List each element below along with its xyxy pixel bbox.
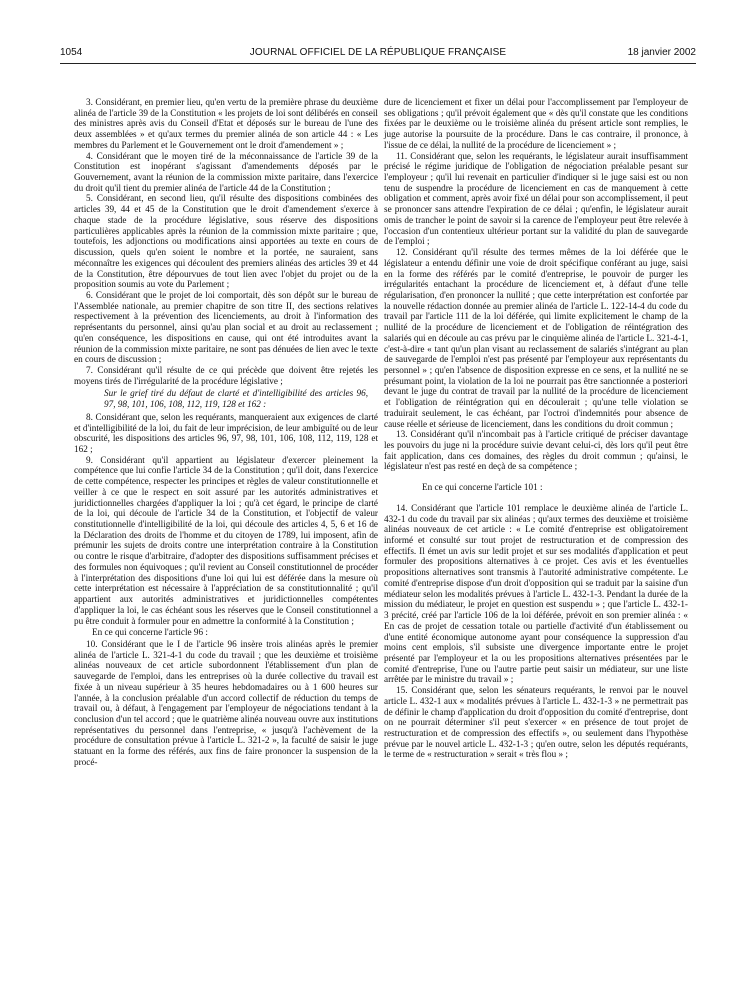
- paragraph: 5. Considérant, en second lieu, qu'il résulte des dispositions combinées des articles 39, 44 et 45 de la Constitution que le droit d'amendement s'exerce à chaque stade de la procédure législative, sous réserve des dispositions particulières applicables après la réunion de la commission mixte paritaire ; que, toutefois, les adjonctions ou modifications ainsi apportées au texte en cours de discussion, quels qu'en soient le nombre et la portée, ne sauraient, sans méconnaître les exigences qui découlent des premiers alinéas des articles 39 et 44 de la Constitution, être dépourvues de tout lien avec l'objet du projet ou de la proposition soumis au vote du Parlement ;: [74, 193, 378, 290]
- paragraph: 15. Considérant que, selon les sénateurs requérants, le renvoi par le nouvel article L. 432-1 aux « modalités prévues à l'article L. 432-1-3 » ne permettrait pas de définir le champ d'application du droit d'opposition du comité d'entreprise, dont on ne pourrait déterminer s'il peut s'exercer « en présence de tout projet de restructuration et de compression des effectifs », ou seulement dans l'hypothèse prévue par le nouvel article L. 432-1-3 ; qu'en outre, selon les députés requérants, le terme de « restructuration » serait « très flou » ;: [384, 685, 688, 760]
- paragraph: 14. Considérant que l'article 101 remplace le deuxième alinéa de l'article L. 432-1 du code du travail par six alinéas ; qu'aux termes des deuxième et troisième alinéas nouveaux de cet article : « Le comité d'entreprise est obligatoirement informé et consulté sur tout projet de restructuration et de compression des effectifs. Il émet un avis sur ledit projet et sur ses modalités d'application et peut formuler des propositions alternatives à ce projet. Ces avis et les éventuelles propositions alternatives sont transmis à l'autorité administrative compétente. Le comité d'entreprise dispose d'un droit d'opposition qui se traduit par la saisine d'un médiateur selon les modalités prévues à l'article L. 432-1-3. Pendant la durée de la mission du médiateur, le projet en question est suspendu » ; que l'article L. 432-1-3 précité, créé par l'article 106 de la loi déférée, prévoit en son premier alinéa : « En cas de projet de cessation totale ou partielle d'activité d'un établissement ou d'une entité économique autonome ayant pour conséquence la suppression d'au moins cent emplois, s'il subsiste une divergence importante entre le projet présenté par l'employeur et la ou les propositions alternatives présentées par le comité d'entreprise, l'une ou l'autre partie peut saisir un médiateur, sur une liste arrêtée par le ministre du travail » ;: [384, 502, 688, 685]
- paragraph: 10. Considérant que le I de l'article 96 insère trois alinéas après le premier alinéa de l'article L. 321-4-1 du code du travail ; que les deuxième et troisième alinéas nouveaux de cet article subordonnent l'établissement d'un plan de sauvegarde de l'emploi, dans les entreprises où la durée collective du travail est fixée à un niveau supérieur à 35 heures hebdomadaires ou à 1 600 heures sur l'année, à la conclusion préalable d'un accord collectif de réduction du temps de travail ou, à défaut, à l'engagement par l'employeur de négociations tendant à la conclusion d'un tel accord ; que le quatrième alinéa nouveau ouvre aux institutions représentatives du personnel dans l'entreprise, « jusqu'à l'achèvement de la procédure de consultation prévue à l'article L. 321-2 », la faculté de saisir le juge statuant en la forme des référés, aux fins de faire prononcer la suspension de la procé-: [74, 638, 378, 767]
- paragraph: 7. Considérant qu'il résulte de ce qui précède que doivent être rejetés les moyens tirés de l'irrégularité de la procédure législative ;: [74, 364, 378, 386]
- journal-title: JOURNAL OFFICIEL DE LA RÉPUBLIQUE FRANÇAISE: [249, 47, 507, 58]
- left-column: [74, 97, 378, 768]
- paragraph: 12. Considérant qu'il résulte des termes mêmes de la loi déférée que le législateur a entendu définir une voie de droit spécifique conférant au juge, saisi en la forme des référés par le comité d'entreprise, le pouvoir de purger les irrégularités entachant la procédure de licenciement et, à défaut d'une telle régularisation, d'en prononcer la nullité ; que cette interprétation est confortée par la nouvelle rédaction donnée au premier alinéa de l'article L. 122-14-4 du code du travail par l'article 111 de la loi déférée, qui limite explicitement le champ de la nullité de la procédure de licenciement et de l'obligation de réintégration des salariés qui en découle au cas prévu par le cinquième alinéa de l'article L. 321-4-1, c'est-à-dire « tant qu'un plan visant au reclassement de salariés s'intégrant au plan de sauvegarde de l'emploi n'est pas présenté par l'employeur aux représentants du personnel » ; qu'en l'absence de disposition expresse en ce sens, et la nullité ne se présumant point, la violation de la loi ne pourrait pas être sanctionnée a posteriori devant le juge du contrat de travail par la nullité de la procédure de licenciement et l'obligation de réintégration qui en découlerait ; qu'une telle violation se traduirait seulement, le cas échéant, par l'octroi d'indemnités pour absence de cause réelle et sérieuse de licenciement, dans les conditions du droit commun ;: [384, 247, 688, 429]
- paragraph: 6. Considérant que le projet de loi comportait, dès son dépôt sur le bureau de l'Assemblée nationale, au premier chapitre de son titre II, des sections relatives respectivement à la prévention des licenciements, au droit à l'information des représentants du personnel, ainsi qu'au plan social et au droit au reclassement ; qu'en conséquence, les dispositions en cause, qui ont été introduites avant la réunion de la commission mixte paritaire, ne sont pas dénuées de lien avec le texte en cours de discussion ;: [74, 289, 378, 365]
- header-rule: [60, 63, 696, 64]
- paragraph: 9. Considérant qu'il appartient au législateur d'exercer pleinement la compétence que lui confie l'article 34 de la Constitution ; qu'il doit, dans l'exercice de cette compétence, respecter les principes et règles de valeur constitutionnelle et veiller à ce que le respect en soit assuré par les autorités administratives et juridictionnelles chargées d'appliquer la loi ; qu'à cet égard, le principe de clarté de la loi, qui découle de l'article 34 de la Constitution, et l'objectif de valeur constitutionnelle d'intelligibilité de la loi, qui découle des articles 4, 5, 6 et 16 de la Déclaration des droits de l'homme et du citoyen de 1789, lui imposent, afin de prémunir les sujets de droits contre une interprétation contraire à la Constitution ou contre le risque d'arbitraire, d'adopter des dispositions suffisamment précises et des formules non équivoques ; qu'il revient au Conseil constitutionnel de procéder à l'interprétation des dispositions d'une loi qui lui est déférée dans la mesure où cette interprétation est nécessaire à l'appréciation de sa constitutionnalité ; qu'il appartient aux autorités administratives et juridictionnelles compétentes d'appliquer la loi, le cas échéant sous les réserves que le Conseil constitutionnel a pu être conduit à formuler pour en admettre la conformité à la Constitution ;: [74, 454, 378, 626]
- page-number: 1054: [60, 47, 83, 58]
- paragraph: 3. Considérant, en premier lieu, qu'en vertu de la première phrase du deuxième alinéa de l'article 39 de la Constitution « les projets de loi sont délibérés en conseil des ministres après avis du Conseil d'Etat et déposés sur le bureau de l'une des deux assemblées » et qu'aux termes du premier alinéa de son article 44 : « Les membres du Parlement et le Gouvernement ont le droit d'amendement » ;: [74, 97, 378, 150]
- paragraph: 4. Considérant que le moyen tiré de la méconnaissance de l'article 39 de la Constitution est inopérant s'agissant d'amendements déposés par le Gouvernement, avant la réunion de la commission mixte paritaire, dans l'exercice du droit qu'il tient du premier alinéa de l'article 44 de la Constitution ;: [74, 150, 378, 193]
- page-header: [60, 44, 696, 62]
- right-column: [384, 97, 688, 760]
- issue-date: 18 janvier 2002: [627, 47, 696, 58]
- paragraph: 13. Considérant qu'il n'incombait pas à l'article critiqué de préciser davantage les pouvoirs du juge ni la procédure suivie devant celui-ci, dès lors qu'il peut être fait application, dans ces domaines, des règles du droit commun ; qu'ainsi, le législateur n'est pas resté en deçà de sa compétence ;: [384, 429, 688, 472]
- section-heading: En ce qui concerne l'article 101 :: [422, 482, 543, 493]
- paragraph: dure de licenciement et fixer un délai pour l'accomplissement par l'employeur de ses obligations ; qu'il prévoit également que « dès qu'il constate que les conditions fixées par le deuxième ou le troisième alinéa du présent article sont remplies, le juge autorise la poursuite de la procédure. Dans le cas contraire, il prononce, à l'issue de ce délai, la nullité de la procédure de licenciement » ;: [384, 97, 688, 150]
- paragraph: 8. Considérant que, selon les requérants, manqueraient aux exigences de clarté et d'intelligibilité de la loi, du fait de leur imprécision, de leur ambiguïté ou de leur obscurité, les dispositions des articles 96, 97, 98, 101, 106, 108, 112, 119, 128 et 162 ;: [74, 411, 378, 454]
- paragraph: 11. Considérant que, selon les requérants, le législateur aurait insuffisamment précisé le régime juridique de l'obligation de négociation préalable pesant sur l'employeur ; qu'il lui revenait en particulier d'indiquer si le juge saisi est ou non tenu de suspendre la procédure de licenciement en cas de manquement à cette obligation et comment, après avoir fixé un délai pour son accomplissement, il peut se prononcer sans attendre l'expiration de ce délai ; qu'enfin, le législateur aurait omis de trancher le point de savoir si la carence de l'employeur peut être relevée à l'occasion d'un contentieux ultérieur portant sur la validité du plan de sauvegarde de l'emploi ;: [384, 150, 688, 247]
- section-heading: En ce qui concerne l'article 96 :: [92, 627, 208, 638]
- subheading: Sur le grief tiré du défaut de clarté et d'intelligibilité des articles 96, 97, 98, 101, 106, 108, 112, 119, 128 et 162 :: [104, 388, 368, 410]
